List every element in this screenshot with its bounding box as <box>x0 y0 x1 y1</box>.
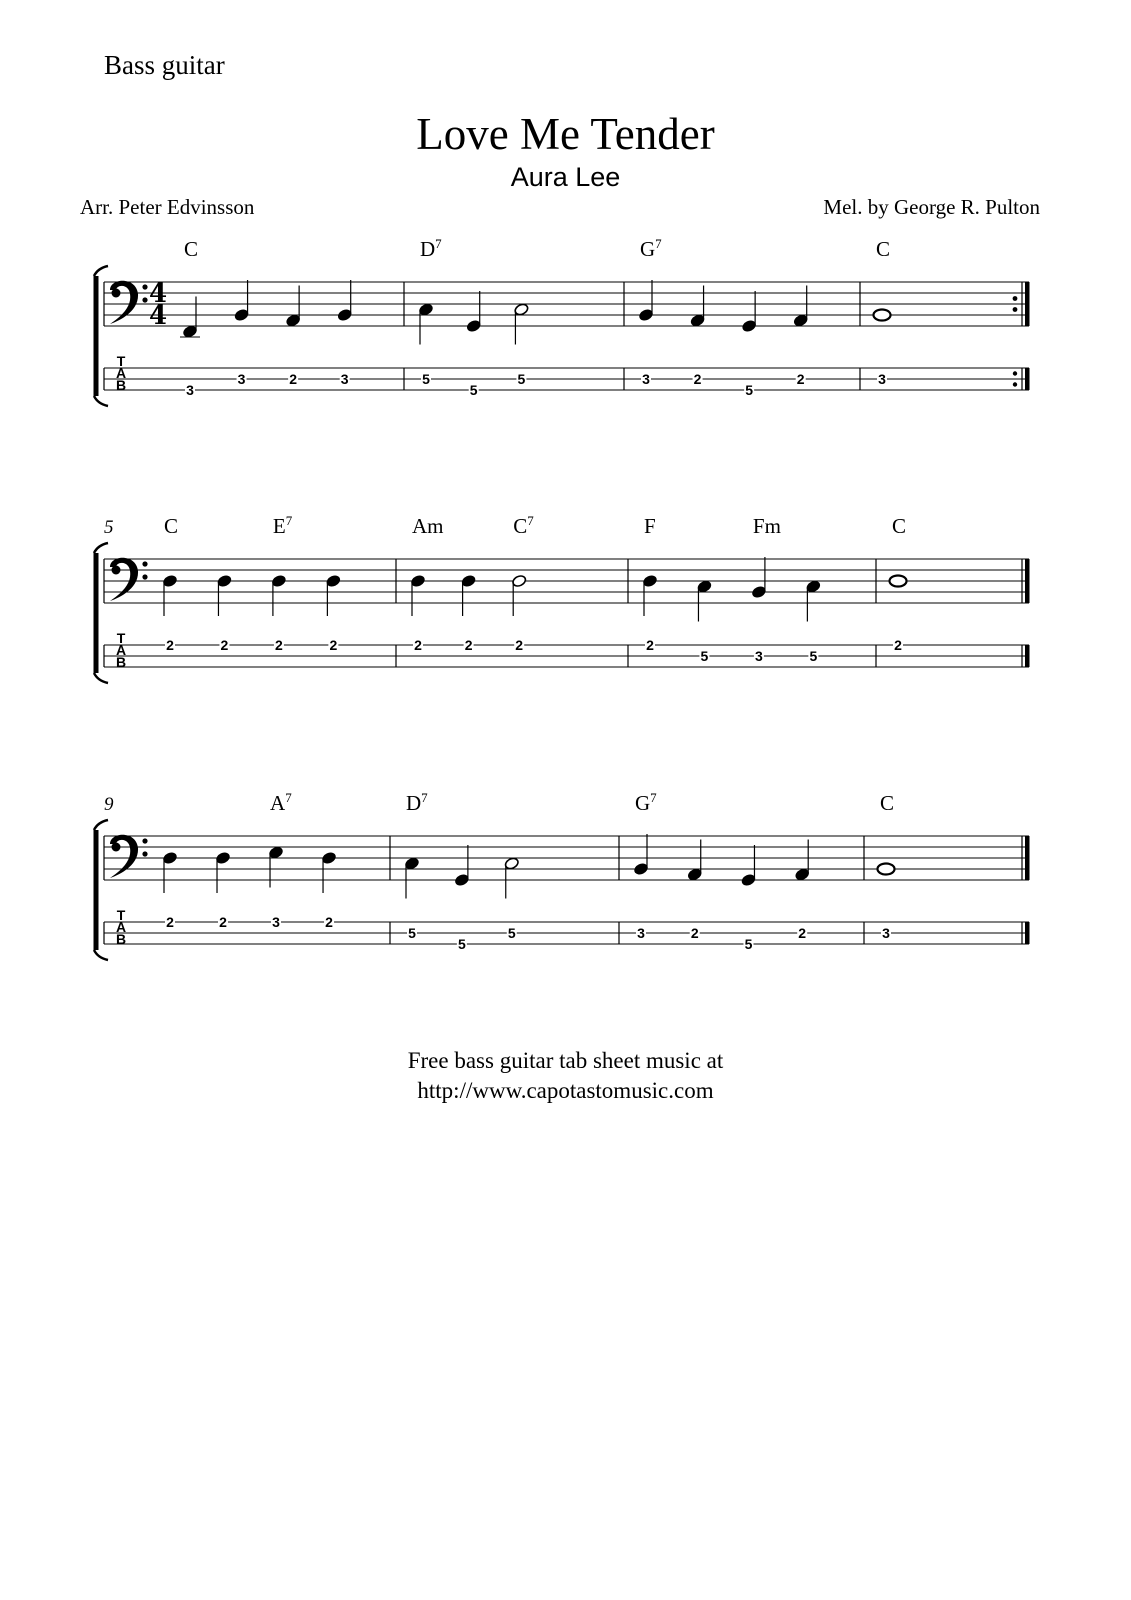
repeat-dot <box>1013 371 1017 375</box>
repeat-dot <box>1013 307 1018 312</box>
tab-fret-number: 3 <box>882 925 890 941</box>
arranger-credit: Arr. Peter Edvinsson <box>80 195 255 219</box>
chord-symbol: F <box>644 514 656 538</box>
tab-fret-number: 2 <box>798 925 807 941</box>
tab-fret-number: 5 <box>422 371 430 387</box>
measure-number: 5 <box>104 517 114 538</box>
bass-clef-dot <box>112 843 121 852</box>
final-barline-thick <box>1025 836 1030 880</box>
chord-symbol: $G^7$ <box>640 236 662 261</box>
repeat-dot <box>1013 296 1018 301</box>
bass-clef-dot <box>142 284 147 289</box>
chord-symbol: C <box>876 237 891 261</box>
system-bracket-bottom <box>94 396 108 406</box>
tab-fret-number: 3 <box>878 371 886 387</box>
tab-fret-number: 2 <box>796 371 805 387</box>
note <box>234 280 250 322</box>
system-bracket-top <box>94 543 108 553</box>
chord-symbol: $E^7$ <box>272 513 293 538</box>
tab-fret-number: 2 <box>289 371 298 387</box>
bass-clef-icon <box>110 558 138 601</box>
tab-fret-number: 2 <box>219 914 227 930</box>
chord-symbol: $A^7$ <box>270 790 292 815</box>
tab-fret-number: 5 <box>517 371 526 387</box>
tab-fret-number: 5 <box>507 925 516 941</box>
chord-symbol: C <box>880 791 895 815</box>
tab-clef-letter: A <box>115 365 127 381</box>
system-bracket-top <box>94 820 108 830</box>
final-barline-thick <box>1025 922 1030 944</box>
composer-credit: Mel. by George R. Pulton <box>823 195 1040 219</box>
tab-fret-number: 2 <box>166 637 174 653</box>
note <box>285 286 301 328</box>
chord-symbol: $G^7$ <box>635 790 657 815</box>
bass-clef-dot <box>142 838 147 843</box>
whole-note-head <box>890 576 907 587</box>
chord-symbol: C <box>892 514 907 538</box>
tab-fret-number: 2 <box>646 637 654 653</box>
note <box>741 845 757 887</box>
note <box>642 574 658 616</box>
tab-fret-number: 2 <box>515 637 524 653</box>
tab-fret-number: 5 <box>745 382 754 398</box>
note <box>454 845 470 887</box>
tab-clef-letter: A <box>115 642 127 658</box>
note <box>633 834 649 876</box>
tab-fret-number: 3 <box>340 371 349 387</box>
note <box>793 286 809 328</box>
note <box>890 576 907 587</box>
chord-symbol: $D^7$ <box>406 790 428 815</box>
chord-symbol: $D^7$ <box>420 236 442 261</box>
final-barline-thick <box>1025 368 1030 390</box>
note <box>511 574 527 616</box>
system-bracket-bottom <box>94 673 108 683</box>
bass-clef-icon <box>110 835 138 878</box>
note <box>215 851 231 893</box>
bass-clef-icon <box>110 281 138 324</box>
tab-fret-number: 2 <box>220 637 229 653</box>
measure-number: 9 <box>104 794 114 815</box>
tab-fret-number: 2 <box>166 914 174 930</box>
system-2 <box>94 513 1030 683</box>
note <box>217 574 233 616</box>
bass-clef-dot <box>112 566 121 575</box>
tab-fret-number: 5 <box>700 648 709 664</box>
note <box>410 574 426 616</box>
instrument-label: Bass guitar <box>104 50 225 80</box>
note <box>878 864 895 875</box>
note <box>271 574 287 616</box>
note <box>794 840 810 882</box>
tab-fret-number: 5 <box>469 382 478 398</box>
tab-fret-number: 2 <box>275 637 283 653</box>
final-barline-thick <box>1025 559 1030 603</box>
tab-fret-number: 3 <box>642 371 650 387</box>
note <box>466 291 482 333</box>
note <box>180 297 200 339</box>
tab-fret-number: 2 <box>329 637 338 653</box>
note <box>418 303 434 345</box>
note <box>404 857 420 899</box>
whole-note-head <box>878 864 895 875</box>
song-subtitle: Aura Lee <box>510 162 621 192</box>
tab-fret-number: 2 <box>325 914 333 930</box>
tab-fret-number: 2 <box>894 637 902 653</box>
tab-fret-number: 2 <box>690 925 699 941</box>
repeat-dot <box>1013 382 1017 386</box>
note <box>687 840 703 882</box>
bass-clef-dot <box>142 851 147 856</box>
tab-clef-letter: T <box>116 353 126 369</box>
chord-symbol: C <box>164 514 179 538</box>
tab-clef-letter: B <box>115 931 127 947</box>
system-3 <box>94 790 1030 960</box>
tab-fret-number: 3 <box>186 382 194 398</box>
footer-line-2[interactable]: http://www.capotastomusic.com <box>417 1078 714 1103</box>
note <box>638 280 654 322</box>
final-barline-thick <box>1025 282 1030 326</box>
note <box>806 580 822 622</box>
note <box>690 286 706 328</box>
tab-fret-number: 3 <box>755 648 763 664</box>
whole-note-head <box>874 310 891 321</box>
note <box>321 851 337 893</box>
note <box>751 557 767 599</box>
bass-clef-dot <box>142 297 147 302</box>
note <box>697 580 713 622</box>
chord-symbol: $C^7$ <box>513 513 534 538</box>
tab-clef-letter: A <box>115 919 127 935</box>
chord-symbol: Fm <box>752 514 781 538</box>
tab-fret-number: 3 <box>237 371 246 387</box>
system-1 <box>94 236 1030 406</box>
note <box>337 280 353 322</box>
note <box>162 574 178 616</box>
note <box>326 574 342 616</box>
time-signature-denominator: 4 <box>148 301 168 331</box>
tab-fret-number: 3 <box>272 914 280 930</box>
chord-symbol: Am <box>412 514 444 538</box>
bass-clef-dot <box>142 561 147 566</box>
bass-clef-dot <box>142 574 147 579</box>
note <box>874 310 891 321</box>
bass-clef-dot <box>112 289 121 298</box>
system-bracket-top <box>94 266 108 276</box>
note <box>514 303 530 345</box>
tab-fret-number: 5 <box>408 925 416 941</box>
tab-fret-number: 2 <box>464 637 473 653</box>
tab-fret-number: 3 <box>637 925 645 941</box>
tab-fret-number: 2 <box>693 371 702 387</box>
footer <box>0 1046 1131 1106</box>
tab-clef-letter: B <box>115 654 127 670</box>
song-title: Love Me Tender <box>416 109 715 159</box>
footer-line-1: Free bass guitar tab sheet music at <box>407 1048 724 1073</box>
tab-clef-letter: B <box>115 377 127 393</box>
tab-fret-number: 5 <box>457 936 466 952</box>
tab-clef-letter: T <box>116 907 126 923</box>
note <box>504 857 520 899</box>
tab-clef-letter: T <box>116 630 126 646</box>
tab-fret-number: 5 <box>744 936 753 952</box>
tab-fret-number: 5 <box>809 648 818 664</box>
note <box>741 291 757 333</box>
final-barline-thick <box>1025 645 1030 667</box>
tab-fret-number: 2 <box>414 637 422 653</box>
time-signature-numerator: 4 <box>148 279 168 309</box>
system-bracket-bottom <box>94 950 108 960</box>
note <box>268 846 284 888</box>
note <box>162 851 178 893</box>
note <box>461 574 477 616</box>
chord-symbol: C <box>184 237 199 261</box>
